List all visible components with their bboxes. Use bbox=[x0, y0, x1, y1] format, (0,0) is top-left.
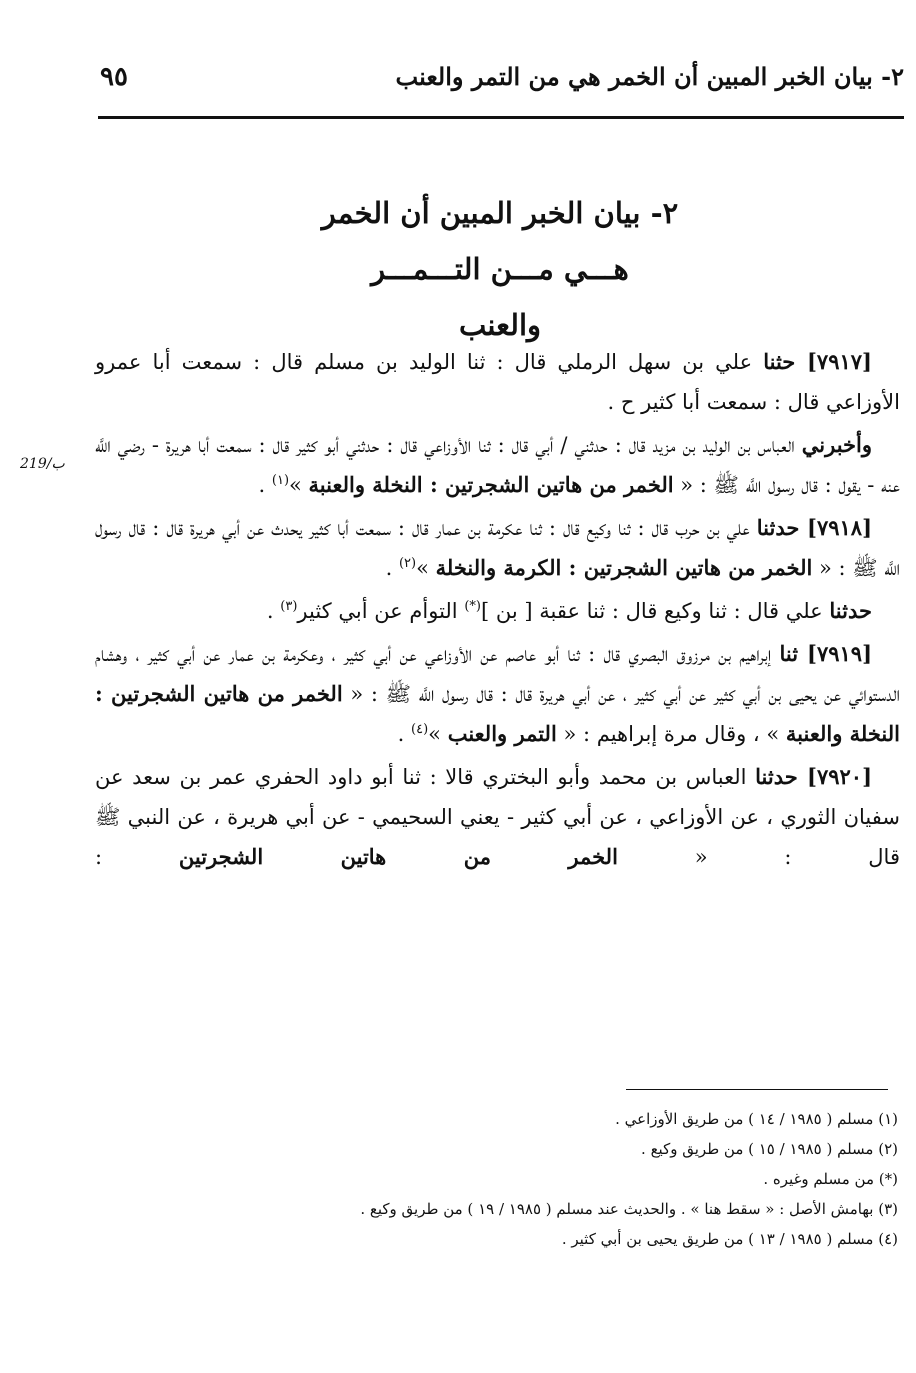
hadith-matn: الخمر من هاتين الشجرتين bbox=[178, 844, 618, 869]
hadith-7918 bbox=[95, 508, 900, 588]
isnad-text: العباس بن الوليد بن مزيد قال : حدثني / أبي قال : ثنا الأوزاعي قال : حدثني أبو كثير قال : سمعت أبا هريرة - رضي اللَّه عنه - يقول : قال رسول اللَّه ﷺ : « bbox=[95, 433, 900, 497]
sentence-end: : bbox=[95, 845, 179, 869]
footnote-ref: (١) bbox=[271, 473, 290, 488]
hadith-matn: الخمر من هاتين الشجرتين : النخلة والعنبة bbox=[95, 681, 900, 746]
footnote-ref: (٤) bbox=[411, 722, 429, 737]
manuscript-folio-note: 219/ب bbox=[20, 456, 65, 472]
footnote-ref: (٢) bbox=[398, 556, 417, 571]
footnote-rule bbox=[626, 1089, 888, 1090]
main-text bbox=[95, 342, 900, 880]
footnote-3: (٣) بهامش الأصل : « سقط هنا » . والحديث عند مسلم ( ١٩٨٥ / ١٩ ) من طريق وكيع . bbox=[360, 1200, 898, 1218]
hadith-number: [٧٩١٧] bbox=[795, 349, 872, 374]
transmission-term: حدثنا bbox=[755, 764, 798, 789]
chapter-title-line-3: والعنب bbox=[458, 308, 542, 342]
chapter-title-line-1: ٢- بيان الخبر المبين أن الخمر bbox=[321, 196, 679, 230]
transmission-term: ثنا bbox=[779, 641, 799, 666]
footnote-ref-star: (*) bbox=[464, 599, 481, 614]
sentence-end: . bbox=[266, 599, 281, 623]
footnote-ref: (٣) bbox=[280, 599, 298, 614]
running-header bbox=[98, 62, 904, 102]
hadith-7918-second-chain bbox=[95, 591, 900, 631]
quote-close: » bbox=[428, 722, 448, 746]
isnad-text: علي قال : ثنا وكيع قال : ثنا عقبة [ بن ] bbox=[480, 599, 830, 623]
isnad-text-continued: التوأم عن أبي كثير bbox=[297, 599, 465, 623]
sentence-end: . bbox=[258, 473, 272, 497]
sentence-end: . bbox=[397, 722, 412, 746]
hadith-number: [٧٩١٨] bbox=[799, 515, 872, 540]
transmission-term: حدثنا bbox=[829, 598, 872, 623]
footnote-4: (٤) مسلم ( ١٩٨٥ / ١٣ ) من طريق يحيى بن أبي كثير . bbox=[561, 1230, 898, 1248]
transmission-term: حدثنا bbox=[756, 515, 800, 540]
hadith-7920 bbox=[95, 757, 900, 877]
isnad-text: علي بن حرب قال : ثنا وكيع قال : ثنا عكرمة بن عمار قال : سمعت أبا كثير يحدث عن أبي هريرة قال : قال رسول اللَّه ﷺ : « bbox=[95, 516, 900, 580]
chapter-title bbox=[200, 185, 800, 353]
hadith-matn: الخمر من هاتين الشجرتين : النخلة والعنبة bbox=[308, 472, 674, 497]
isnad-text: إبراهيم بن مرزوق البصري قال : ثنا أبو عاصم عن الأوزاعي عن أبي كثير ، وعكرمة بن عمار عن أبي كثير ، وهشام الدستوائي عن يحيى بن أبي كثير عن أبي كثير ، عن أبي هريرة قال : قال رسول اللَّه ﷺ : « bbox=[95, 642, 900, 706]
isnad-text: علي بن سهل الرملي قال : ثنا الوليد بن مسلم قال : سمعت أبا عمرو الأوزاعي قال : سمعت أبا كثير ح . bbox=[95, 350, 900, 414]
hadith-matn: الخمر من هاتين الشجرتين : الكرمة والنخلة bbox=[435, 555, 813, 580]
hadith-number: [٧٩٢٠] bbox=[797, 764, 872, 789]
footnote-star: (*) من مسلم وغيره . bbox=[763, 1170, 898, 1188]
page-number: ٩٥ bbox=[100, 62, 128, 92]
header-rule bbox=[98, 116, 904, 119]
transmission-term: حثنا bbox=[763, 349, 796, 374]
transmission-term: وأخبرني bbox=[801, 432, 872, 457]
isnad-text-middle: » ، وقال مرة إبراهيم : « bbox=[556, 722, 786, 746]
quote-close: » bbox=[289, 473, 309, 497]
hadith-7917 bbox=[95, 342, 900, 422]
hadith-matn-variant: التمر والعنب bbox=[447, 721, 557, 746]
chapter-title-line-2: هـــي مـــن التـــمـــر bbox=[371, 252, 629, 286]
quote-close: » bbox=[416, 556, 436, 580]
footnote-1: (١) مسلم ( ١٩٨٥ / ١٤ ) من طريق الأوزاعي . bbox=[615, 1110, 898, 1128]
sentence-end: . bbox=[385, 556, 399, 580]
isnad-text: العباس بن محمد وأبو البختري قالا : ثنا أبو داود الحفري عمر بن سعد عن سفيان الثوري ، عن الأوزاعي ، عن أبي كثير - يعني السحيمي - عن أبي هريرة ، عن النبي ﷺ قال : « bbox=[95, 765, 900, 869]
hadith-number: [٧٩١٩] bbox=[798, 641, 872, 666]
footnote-2: (٢) مسلم ( ١٩٨٥ / ١٥ ) من طريق وكيع . bbox=[641, 1140, 898, 1158]
hadith-7919 bbox=[95, 634, 900, 754]
hadith-7917-second-chain bbox=[95, 425, 900, 505]
running-title: ٢- بيان الخبر المبين أن الخمر هي من التمر والعنب bbox=[395, 62, 904, 91]
footnotes bbox=[150, 1104, 898, 1254]
